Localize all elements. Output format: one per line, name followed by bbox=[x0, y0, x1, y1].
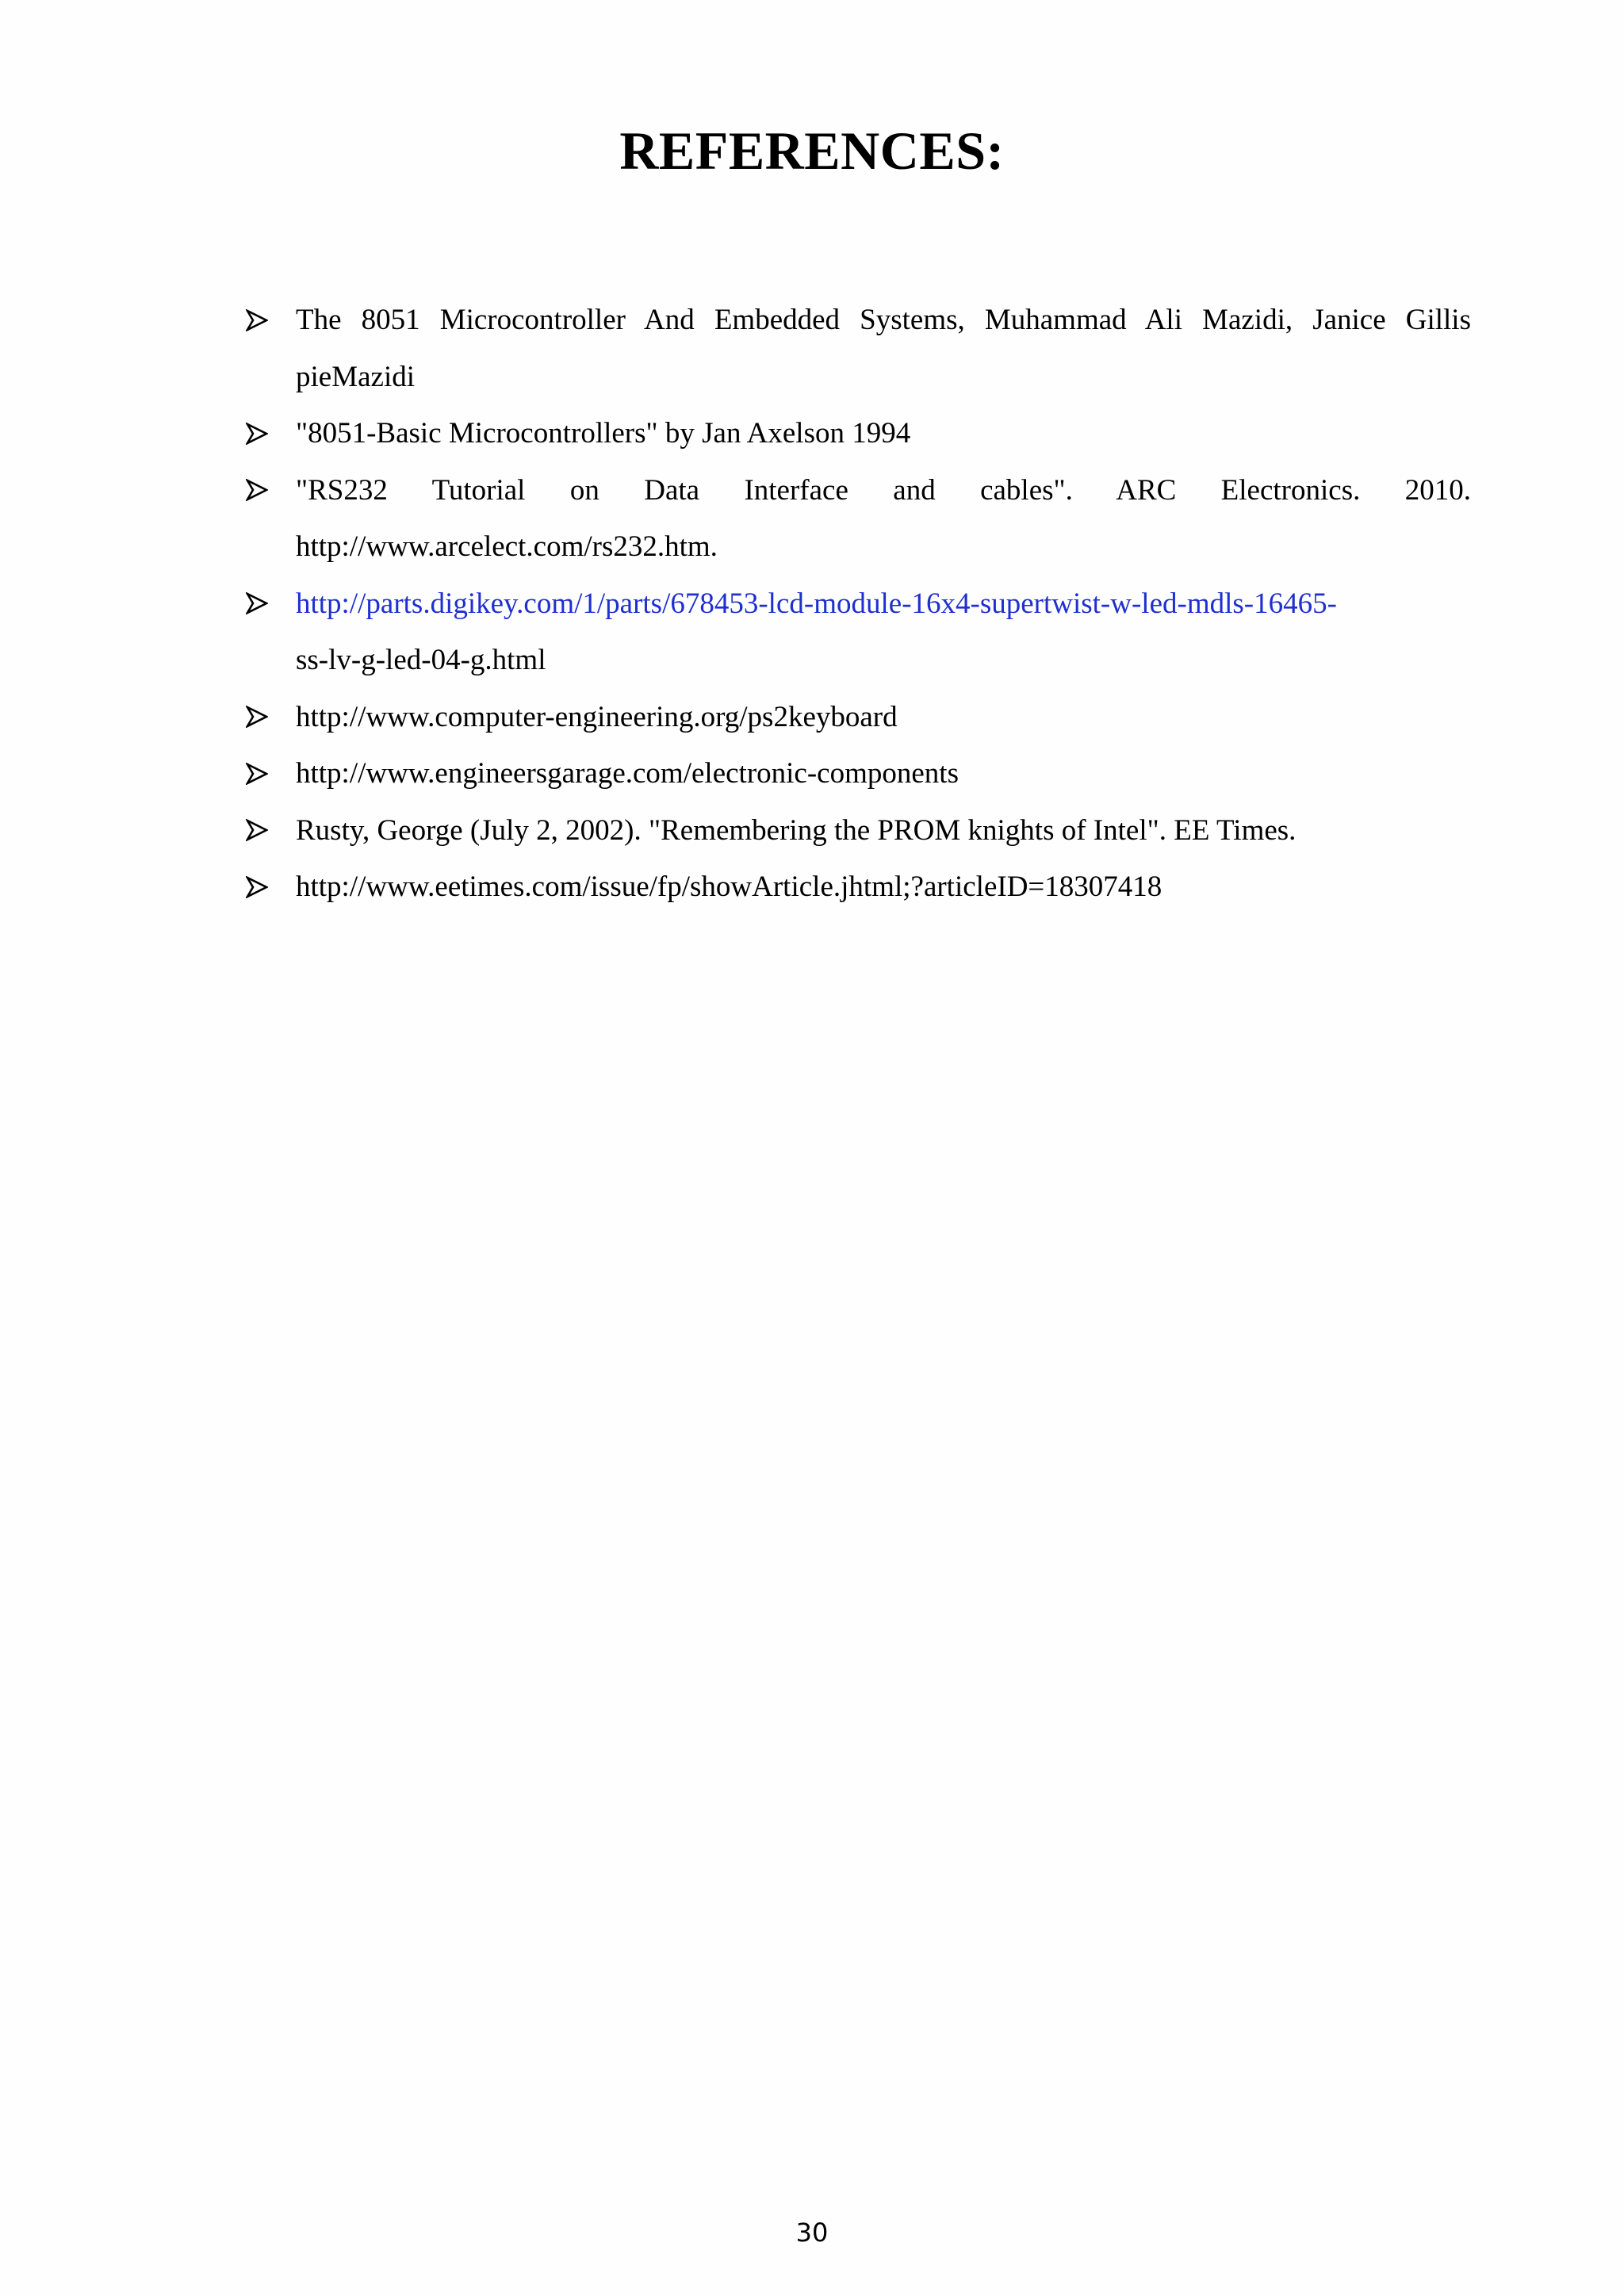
reference-text bbox=[296, 859, 1471, 916]
reference-line: "RS232 Tutorial on Data Interface and cables". ARC Electronics. 2010. bbox=[296, 473, 1471, 507]
reference-link[interactable]: http://www.arcelect.com/rs232.htm. bbox=[296, 530, 718, 563]
arrowhead-bullet-icon bbox=[246, 859, 278, 916]
reference-text bbox=[296, 802, 1471, 859]
arrowhead-bullet-icon bbox=[246, 405, 278, 462]
arrowhead-bullet-icon bbox=[246, 745, 278, 802]
reference-link[interactable]: ss-lv-g-led-04-g.html bbox=[296, 644, 546, 676]
arrowhead-bullet-icon bbox=[246, 292, 278, 349]
arrowhead-bullet-icon bbox=[246, 689, 278, 746]
reference-text bbox=[296, 745, 1471, 802]
reference-text bbox=[296, 405, 1471, 462]
reference-list bbox=[246, 292, 1471, 916]
arrowhead-bullet-icon bbox=[246, 576, 278, 633]
reference-item-3 bbox=[246, 462, 1471, 576]
reference-item-7 bbox=[246, 802, 1471, 859]
reference-item-2 bbox=[246, 405, 1471, 462]
reference-item-4 bbox=[246, 576, 1471, 689]
reference-text bbox=[296, 576, 1471, 689]
page-title: REFERENCES: bbox=[619, 121, 1005, 181]
reference-item-6 bbox=[246, 745, 1471, 802]
arrowhead-bullet-icon bbox=[246, 462, 278, 519]
reference-item-5 bbox=[246, 689, 1471, 746]
arrowhead-bullet-icon bbox=[246, 802, 278, 859]
reference-link[interactable]: http://www.engineersgarage.com/electronic-components bbox=[296, 757, 959, 790]
reference-line: Rusty, George (July 2, 2002). "Remembering the PROM knights of Intel". EE Times. bbox=[296, 813, 1297, 847]
page-number: 30 bbox=[795, 2218, 829, 2248]
reference-line: "8051-Basic Microcontrollers" by Jan Axelson 1994 bbox=[296, 417, 911, 450]
reference-item-8 bbox=[246, 859, 1471, 916]
reference-text bbox=[296, 292, 1471, 405]
reference-link[interactable]: http://www.eetimes.com/issue/fp/showArticle.jhtml;?articleID=18307418 bbox=[296, 871, 1162, 903]
reference-item-1 bbox=[246, 292, 1471, 405]
reference-hyperlink[interactable]: http://parts.digikey.com/1/parts/678453-lcd-module-16x4-supertwist-w-led-mdls-16465- bbox=[296, 587, 1337, 620]
reference-link[interactable]: http://www.computer-engineering.org/ps2keyboard bbox=[296, 700, 898, 733]
reference-text bbox=[296, 462, 1471, 576]
reference-line: The 8051 Microcontroller And Embedded Systems, Muhammad Ali Mazidi, Janice Gillis bbox=[296, 304, 1471, 336]
reference-text bbox=[296, 689, 1471, 746]
reference-line: pieMazidi bbox=[296, 360, 416, 393]
